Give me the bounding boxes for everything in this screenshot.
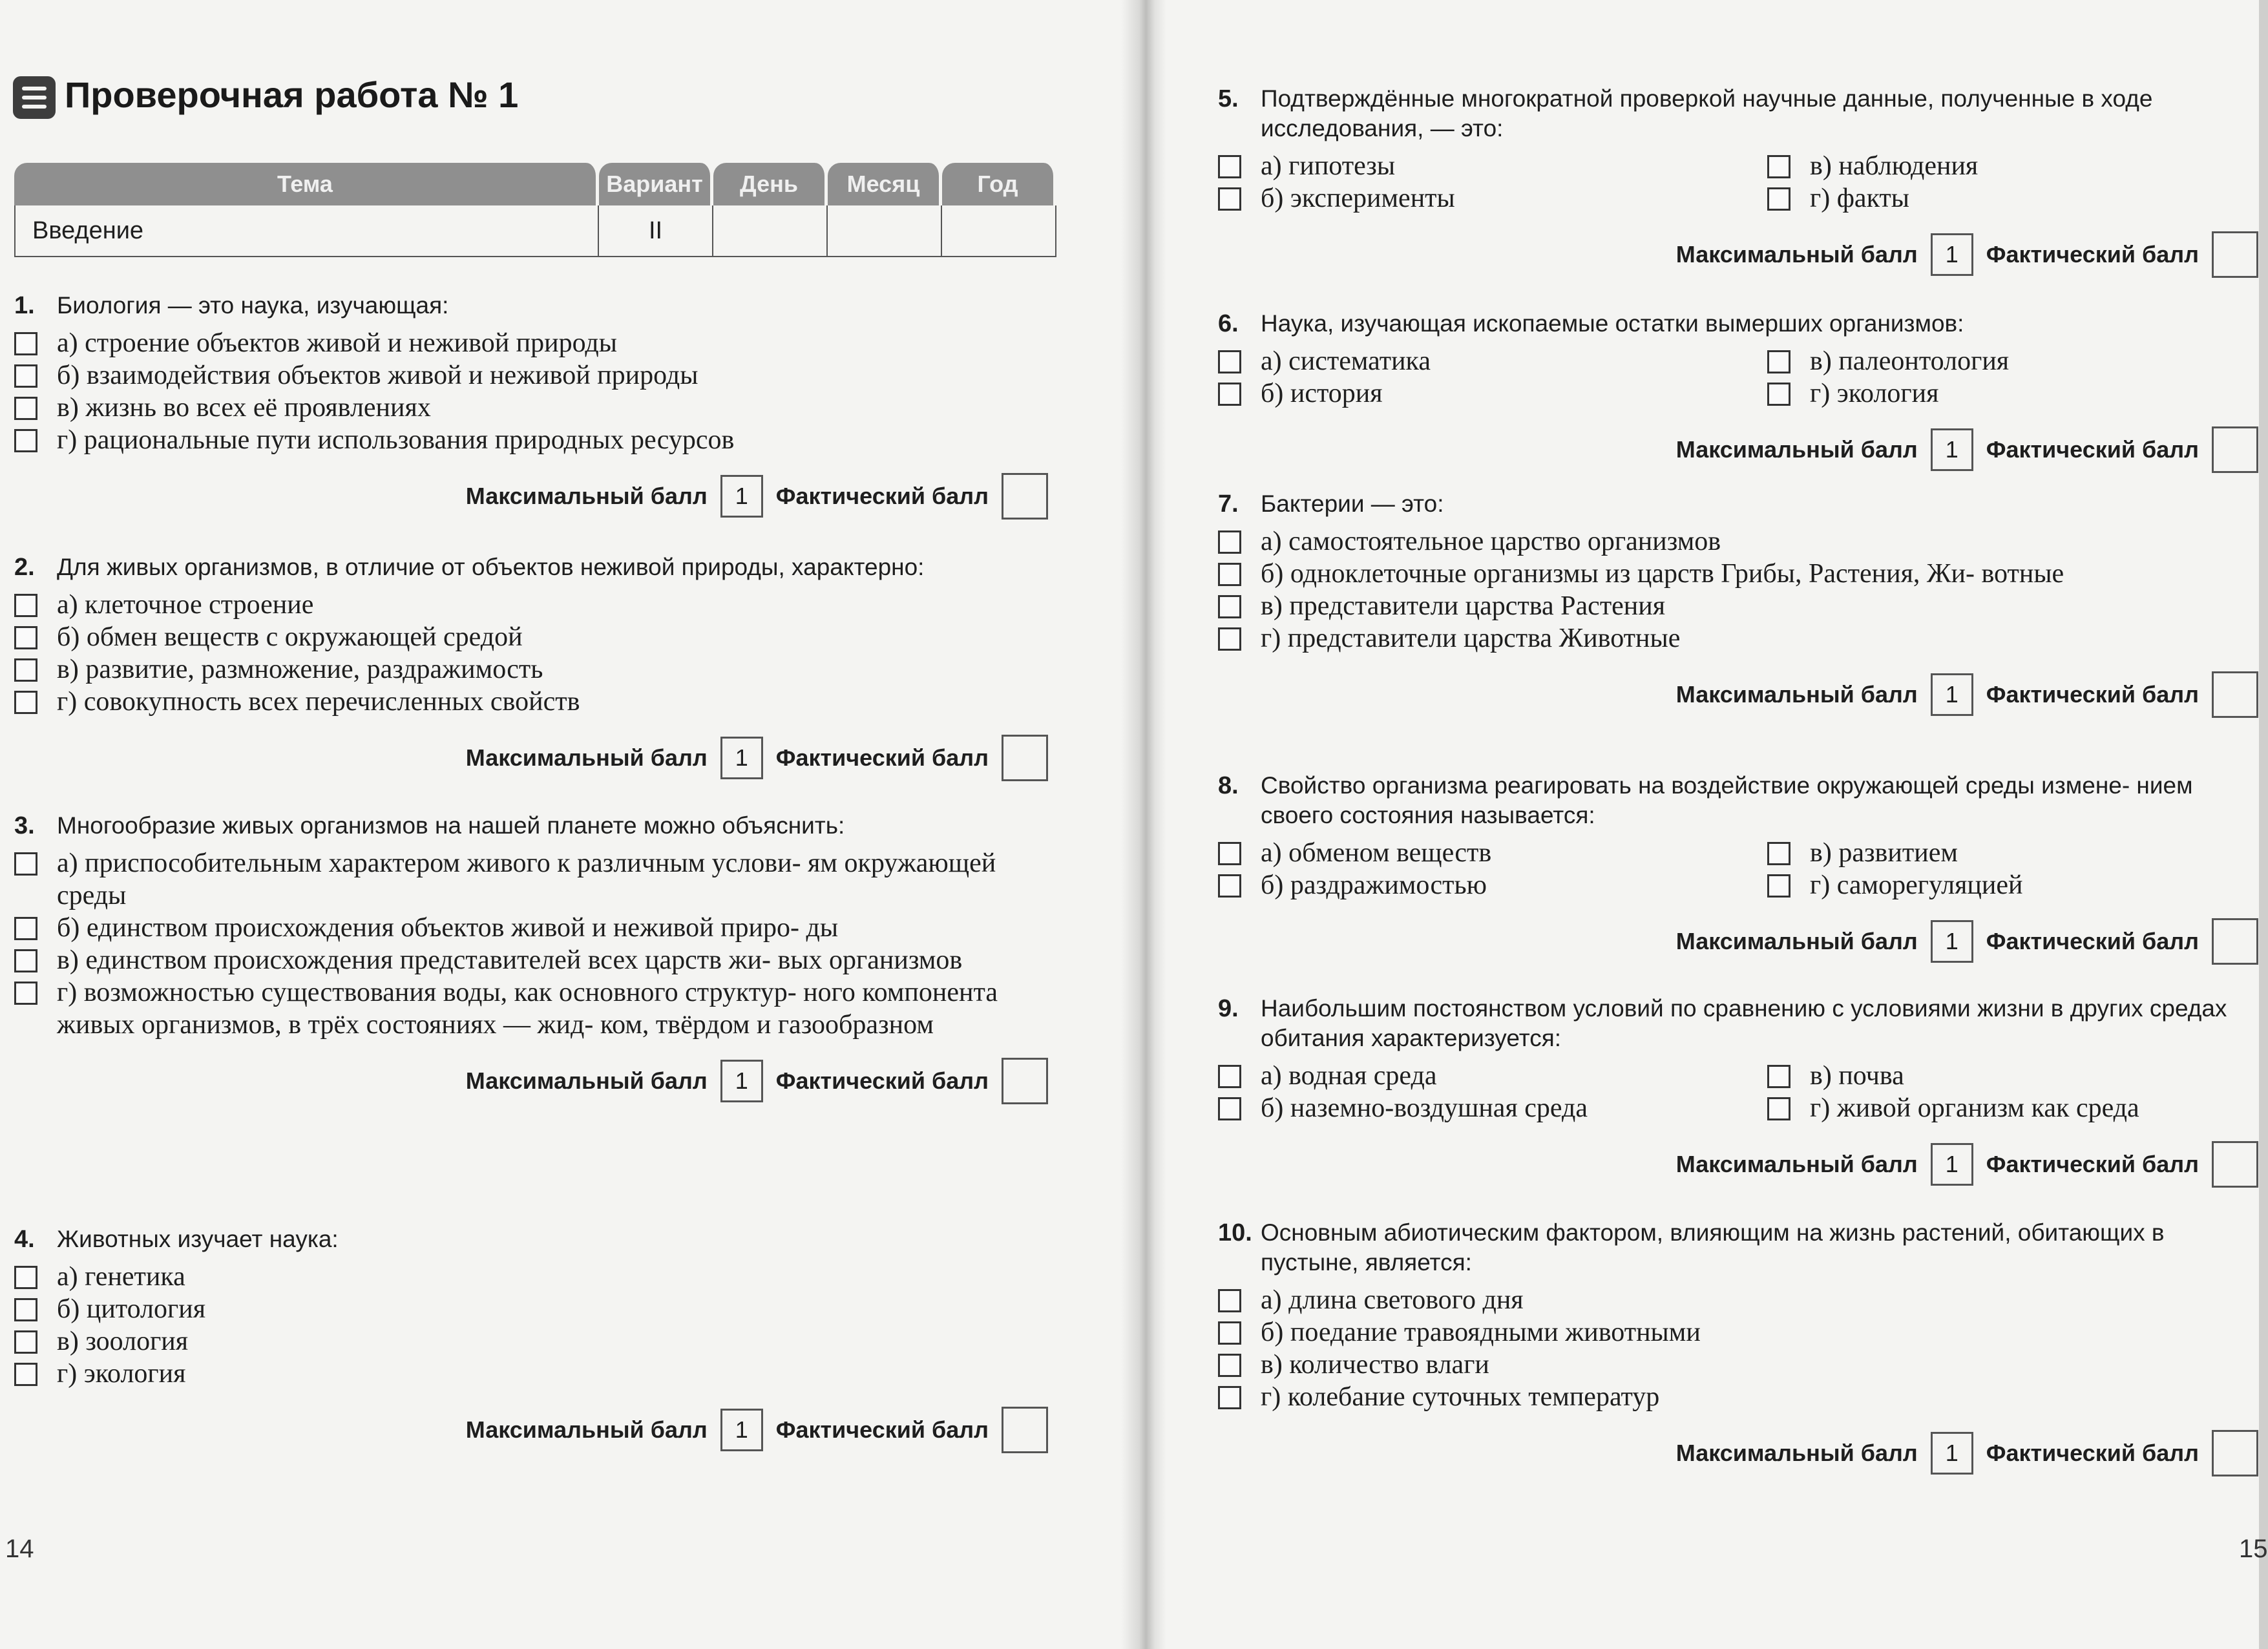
answer-checkbox[interactable] [1218, 627, 1241, 651]
info-year-field[interactable] [942, 205, 1056, 257]
answer-option[interactable] [14, 589, 1048, 621]
book-spine [1121, 0, 1166, 1649]
info-header-topic: Тема [14, 163, 599, 205]
score-row [14, 1058, 1048, 1104]
actual-score-box[interactable] [1002, 473, 1048, 520]
answer-checkbox[interactable] [14, 1363, 37, 1386]
answer-checkbox[interactable] [1218, 1097, 1241, 1120]
answer-checkbox[interactable] [1218, 383, 1241, 406]
answer-label: б) обмен веществ с окружающей средой [57, 622, 523, 652]
question-8 [1218, 771, 2258, 965]
question-text [1218, 489, 2258, 519]
info-table [14, 163, 1056, 257]
question-text [1218, 309, 2258, 339]
page-title: Проверочная работа № 1 [65, 74, 519, 115]
answer-label: б) эксперименты [1261, 184, 1455, 213]
question-text [1218, 994, 2258, 1053]
answer-label: г) экология [1810, 379, 1939, 408]
answer-option[interactable] [14, 392, 1048, 424]
answer-checkbox[interactable] [14, 852, 37, 876]
answer-label: в) наблюдения [1810, 151, 1979, 181]
answer-option[interactable] [14, 359, 1048, 392]
question-6 [1218, 309, 2258, 473]
answer-option[interactable] [14, 912, 1048, 944]
info-header-month: Месяц [828, 163, 942, 205]
question-5 [1218, 84, 2258, 278]
question-4 [14, 1224, 1048, 1453]
answer-label: в) жизнь во всех её проявлениях [57, 393, 431, 423]
answer-label: в) палеонтология [1810, 346, 2010, 376]
answer-checkbox[interactable] [1218, 1386, 1241, 1409]
left-page [0, 0, 1121, 1649]
max-score-value: 1 [720, 475, 763, 518]
max-score-value: 1 [1931, 673, 1973, 716]
answer-label: в) единством происхождения представителей всех царств жи- вых организмов [57, 945, 963, 975]
answer-option[interactable] [14, 686, 1048, 718]
answer-option[interactable] [14, 976, 1048, 1041]
score-row [1218, 1430, 2258, 1476]
answer-checkbox[interactable] [1767, 842, 1790, 865]
info-header-year: Год [942, 163, 1056, 205]
answer-label: а) длина светового дня [1261, 1285, 1524, 1315]
max-score-label: Максимальный балл [1675, 681, 1918, 708]
score-row [14, 1407, 1048, 1453]
score-row [14, 473, 1048, 520]
actual-score-label: Фактический балл [775, 483, 989, 509]
answer-label: б) поедание травоядными животными [1261, 1318, 1701, 1347]
actual-score-label: Фактический балл [1986, 1151, 2199, 1177]
question-number: 6. [1218, 310, 1239, 337]
answer-checkbox[interactable] [14, 332, 37, 355]
question-number: 3. [14, 812, 35, 839]
answer-label: г) колебание суточных температур [1261, 1382, 1660, 1412]
max-score-value: 1 [720, 1060, 763, 1102]
actual-score-label: Фактический балл [775, 1416, 989, 1443]
answer-label: б) единством происхождения объектов живой и неживой приро- ды [57, 913, 839, 943]
answer-options [1218, 837, 2258, 901]
answer-checkbox[interactable] [1218, 563, 1241, 586]
answer-checkbox[interactable] [1218, 350, 1241, 373]
answer-options [1218, 525, 2258, 655]
answer-option[interactable] [1218, 1349, 2258, 1381]
question-number: 1. [14, 292, 35, 319]
page-number: 15 [2239, 1535, 2268, 1563]
answer-option[interactable] [1218, 1381, 2258, 1413]
answer-options [1218, 1284, 2258, 1413]
answer-label: а) систематика [1261, 346, 1431, 376]
answer-label: г) саморегуляцией [1810, 870, 2023, 900]
page-number: 14 [5, 1535, 34, 1563]
answer-checkbox[interactable] [14, 594, 37, 617]
max-score-value: 1 [1931, 428, 1973, 471]
max-score-value: 1 [1931, 920, 1973, 963]
answer-option[interactable] [14, 424, 1048, 456]
actual-score-box[interactable] [2212, 671, 2258, 718]
answer-option[interactable] [14, 1358, 1048, 1390]
question-text [14, 291, 1048, 320]
answer-label: б) одноклеточные организмы из царств Грибы, Растения, Жи- вотные [1261, 559, 2064, 589]
answer-checkbox[interactable] [14, 917, 37, 940]
answer-option[interactable] [14, 1325, 1048, 1358]
answer-option[interactable] [14, 944, 1048, 976]
answer-options [1218, 1060, 2258, 1124]
question-prompt: Для живых организмов, в отличие от объектов неживой природы, характерно: [57, 554, 925, 580]
answer-option[interactable] [14, 621, 1048, 653]
answer-options [1218, 345, 2258, 410]
answer-checkbox[interactable] [1767, 874, 1790, 898]
question-prompt: Животных изучает наука: [57, 1226, 339, 1252]
actual-score-box[interactable] [2212, 1430, 2258, 1476]
question-number: 5. [1218, 85, 1239, 112]
answer-label: а) приспособительным характером живого к различным услови- ям окружающей среды [57, 848, 996, 910]
answer-checkbox[interactable] [1218, 1065, 1241, 1088]
question-prompt: Биология — это наука, изучающая: [57, 292, 449, 319]
answer-option[interactable] [1218, 622, 2258, 655]
answer-option[interactable] [14, 327, 1048, 359]
question-prompt: Основным абиотическим фактором, влияющим на жизнь растений, обитающих в пустыне, является: [1261, 1219, 2165, 1276]
answer-checkbox[interactable] [14, 626, 37, 649]
worksheet-header [13, 71, 788, 129]
max-score-label: Максимальный балл [465, 483, 708, 509]
max-score-value: 1 [720, 1409, 763, 1451]
info-header-day: День [713, 163, 828, 205]
question-number: 9. [1218, 995, 1239, 1022]
max-score-value: 1 [1931, 1143, 1973, 1186]
question-text [1218, 84, 2258, 143]
actual-score-box[interactable] [1002, 1407, 1048, 1453]
answer-option[interactable] [1218, 869, 1767, 901]
answer-checkbox[interactable] [1767, 350, 1790, 373]
actual-score-box[interactable] [2212, 426, 2258, 473]
answer-option[interactable] [1767, 1092, 2220, 1124]
answer-label: а) гипотезы [1261, 151, 1396, 181]
answer-checkbox[interactable] [1218, 530, 1241, 554]
score-row [1218, 1141, 2258, 1188]
answer-options [14, 1261, 1048, 1390]
list-icon [13, 76, 56, 119]
info-month-field[interactable] [828, 205, 942, 257]
answer-option[interactable] [1767, 377, 2220, 410]
answer-checkbox[interactable] [1767, 383, 1790, 406]
question-prompt: Свойство организма реагировать на воздействие окружающей среды измене- нием своего состояния называется: [1261, 772, 2193, 828]
answer-option[interactable] [1767, 869, 2220, 901]
question-text [1218, 771, 2258, 830]
actual-score-label: Фактический балл [775, 744, 989, 771]
max-score-value: 1 [1931, 233, 1973, 276]
answer-option[interactable] [1218, 1060, 1767, 1092]
max-score-label: Максимальный балл [465, 1067, 708, 1094]
answer-checkbox[interactable] [14, 691, 37, 714]
question-text [1218, 1218, 2258, 1277]
question-number: 10. [1218, 1219, 1252, 1246]
max-score-label: Максимальный балл [465, 744, 708, 771]
answer-label: в) представители царства Растения [1261, 591, 1666, 621]
actual-score-label: Фактический балл [1986, 928, 2199, 954]
answer-option[interactable] [1218, 558, 2258, 590]
question-10 [1218, 1218, 2258, 1476]
question-text [14, 552, 1048, 582]
answer-option[interactable] [1218, 1316, 2258, 1349]
answer-label: а) клеточное строение [57, 590, 314, 620]
answer-label: в) количество влаги [1261, 1350, 1489, 1380]
max-score-label: Максимальный балл [1675, 241, 1918, 268]
answer-label: г) рациональные пути использования природных ресурсов [57, 425, 735, 455]
answer-label: г) представители царства Животные [1261, 624, 1681, 653]
question-prompt: Наибольшим постоянством условий по сравнению с условиями жизни в других средах обитания характеризуется: [1261, 995, 2227, 1051]
actual-score-box[interactable] [2212, 1141, 2258, 1188]
answer-option[interactable] [1218, 182, 1767, 215]
answer-checkbox[interactable] [1218, 155, 1241, 178]
answer-option[interactable] [1218, 150, 1767, 182]
answer-checkbox[interactable] [1767, 155, 1790, 178]
question-3 [14, 811, 1048, 1104]
question-number: 2. [14, 554, 35, 581]
score-row [14, 735, 1048, 781]
actual-score-label: Фактический балл [1986, 1440, 2199, 1466]
answer-checkbox[interactable] [1218, 842, 1241, 865]
score-row [1218, 671, 2258, 718]
answer-checkbox[interactable] [1218, 1354, 1241, 1377]
answer-label: б) история [1261, 379, 1383, 408]
answer-checkbox[interactable] [1218, 595, 1241, 618]
actual-score-box[interactable] [1002, 735, 1048, 781]
answer-checkbox[interactable] [14, 1330, 37, 1354]
actual-score-label: Фактический балл [1986, 681, 2199, 708]
answer-label: г) живой организм как среда [1810, 1093, 2139, 1123]
answer-checkbox[interactable] [14, 364, 37, 388]
question-prompt: Бактерии — это: [1261, 490, 1444, 517]
answer-option[interactable] [1218, 345, 1767, 377]
info-header-variant: Вариант [599, 163, 713, 205]
answer-label: а) генетика [57, 1262, 185, 1292]
answer-label: б) раздражимостью [1261, 870, 1487, 900]
answer-option[interactable] [1218, 837, 1767, 869]
answer-checkbox[interactable] [1767, 187, 1790, 211]
answer-label: г) совокупность всех перечисленных свойств [57, 687, 580, 717]
answer-label: в) развитием [1810, 838, 1958, 868]
actual-score-label: Фактический балл [1986, 241, 2199, 268]
max-score-label: Максимальный балл [465, 1416, 708, 1443]
answer-option[interactable] [1767, 150, 2220, 182]
answer-options [14, 847, 1048, 1041]
answer-option[interactable] [1767, 182, 2220, 215]
question-prompt: Подтверждённые многократной проверкой научные данные, полученные в ходе исследования, — это: [1261, 85, 2153, 142]
info-day-field[interactable] [713, 205, 828, 257]
answer-checkbox[interactable] [14, 982, 37, 1005]
answer-checkbox[interactable] [1218, 874, 1241, 898]
answer-label: б) цитология [57, 1294, 206, 1324]
answer-label: в) развитие, размножение, раздражимость [57, 655, 543, 684]
answer-label: г) экология [57, 1359, 186, 1389]
answer-label: б) наземно-воздушная среда [1261, 1093, 1588, 1123]
answer-checkbox[interactable] [14, 429, 37, 452]
actual-score-box[interactable] [1002, 1058, 1048, 1104]
answer-option[interactable] [1767, 1060, 2220, 1092]
question-1 [14, 291, 1048, 520]
actual-score-label: Фактический балл [1986, 436, 2199, 463]
answer-option[interactable] [1767, 837, 2220, 869]
answer-option[interactable] [14, 847, 1048, 912]
answer-label: а) самостоятельное царство организмов [1261, 527, 1721, 556]
answer-label: в) зоология [57, 1327, 189, 1356]
max-score-label: Максимальный балл [1675, 928, 1918, 954]
answer-checkbox[interactable] [1218, 1289, 1241, 1312]
answer-checkbox[interactable] [1218, 1321, 1241, 1345]
answer-option[interactable] [1218, 1092, 1767, 1124]
answer-label: г) факты [1810, 184, 1909, 213]
info-variant-value: II [599, 205, 713, 257]
answer-option[interactable] [14, 653, 1048, 686]
answer-checkbox[interactable] [1218, 187, 1241, 211]
actual-score-box[interactable] [2212, 231, 2258, 278]
max-score-value: 1 [1931, 1432, 1973, 1475]
max-score-value: 1 [720, 737, 763, 779]
actual-score-box[interactable] [2212, 918, 2258, 965]
answer-option[interactable] [14, 1293, 1048, 1325]
question-text [14, 811, 1048, 841]
answer-checkbox[interactable] [14, 949, 37, 972]
answer-label: г) возможностью существования воды, как основного структур- ного компонента живых организмов, в трёх состояниях — жид- ком, твёрдом и газообразном [57, 978, 998, 1040]
question-9 [1218, 994, 2258, 1188]
question-7 [1218, 489, 2258, 718]
right-page [1166, 0, 2268, 1649]
answer-option[interactable] [1218, 590, 2258, 622]
max-score-label: Максимальный балл [1675, 1440, 1918, 1466]
answer-label: б) взаимодействия объектов живой и неживой природы [57, 361, 698, 390]
answer-checkbox[interactable] [14, 397, 37, 420]
actual-score-label: Фактический балл [775, 1067, 989, 1094]
answer-options [14, 589, 1048, 718]
answer-options [14, 327, 1048, 456]
answer-label: а) водная среда [1261, 1061, 1437, 1091]
answer-checkbox[interactable] [14, 658, 37, 682]
answer-option[interactable] [1218, 525, 2258, 558]
answer-option[interactable] [1218, 377, 1767, 410]
score-row [1218, 426, 2258, 473]
question-number: 4. [14, 1226, 35, 1253]
answer-label: в) почва [1810, 1061, 1904, 1091]
answer-checkbox[interactable] [1767, 1065, 1790, 1088]
max-score-label: Максимальный балл [1675, 436, 1918, 463]
score-row [1218, 231, 2258, 278]
question-number: 8. [1218, 772, 1239, 799]
max-score-label: Максимальный балл [1675, 1151, 1918, 1177]
answer-option[interactable] [1767, 345, 2220, 377]
answer-checkbox[interactable] [14, 1298, 37, 1321]
answer-options [1218, 150, 2258, 215]
question-prompt: Многообразие живых организмов на нашей планете можно объяснить: [57, 812, 845, 839]
answer-checkbox[interactable] [1767, 1097, 1790, 1120]
question-number: 7. [1218, 490, 1239, 518]
question-text [14, 1224, 1048, 1254]
answer-option[interactable] [14, 1261, 1048, 1293]
answer-label: а) строение объектов живой и неживой природы [57, 328, 618, 358]
score-row [1218, 918, 2258, 965]
answer-option[interactable] [1218, 1284, 2258, 1316]
answer-label: а) обменом веществ [1261, 838, 1492, 868]
info-topic-value: Введение [14, 205, 599, 257]
answer-checkbox[interactable] [14, 1266, 37, 1289]
question-2 [14, 552, 1048, 781]
question-prompt: Наука, изучающая ископаемые остатки вымерших организмов: [1261, 310, 1964, 337]
